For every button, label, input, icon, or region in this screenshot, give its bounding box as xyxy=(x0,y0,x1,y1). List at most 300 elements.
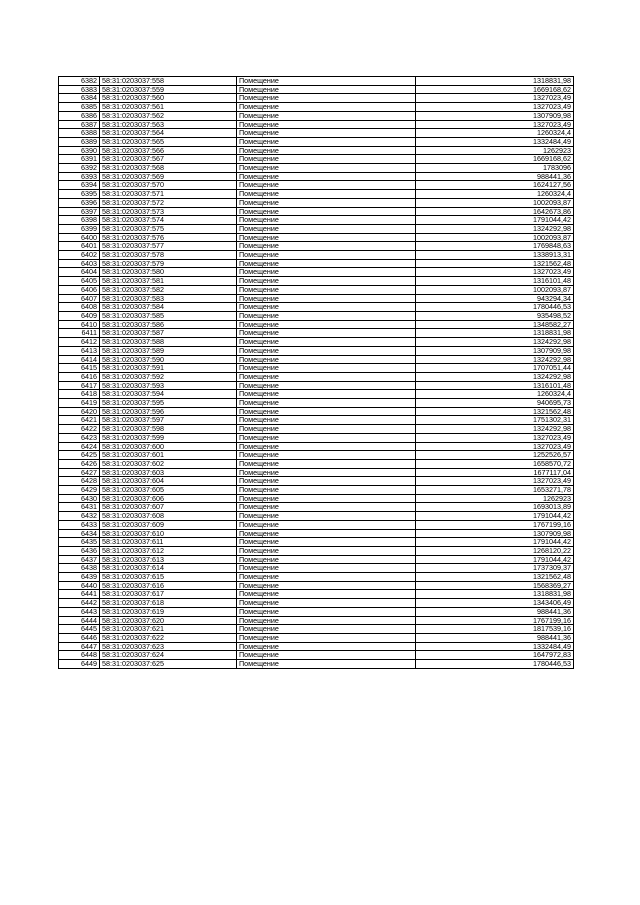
row-number-cell: 6415 xyxy=(59,364,100,373)
table-row xyxy=(59,634,574,643)
row-number-cell: 6388 xyxy=(59,129,100,138)
cadastral-value-cell: 1324292,98 xyxy=(416,372,574,381)
table-row xyxy=(59,111,574,120)
table-row xyxy=(59,407,574,416)
cadastral-value-cell: 1817539,16 xyxy=(416,625,574,634)
row-number-cell: 6412 xyxy=(59,338,100,347)
row-number-cell: 6429 xyxy=(59,486,100,495)
object-type-cell: Помещение xyxy=(237,294,416,303)
cadastral-number-cell: 58:31:0203037:566 xyxy=(100,146,237,155)
cadastral-value-cell: 1780446,53 xyxy=(416,660,574,669)
object-type-cell: Помещение xyxy=(237,607,416,616)
object-type-cell: Помещение xyxy=(237,433,416,442)
row-number-cell: 6428 xyxy=(59,477,100,486)
cadastral-number-cell: 58:31:0203037:608 xyxy=(100,512,237,521)
object-type-cell: Помещение xyxy=(237,111,416,120)
cadastral-value-cell: 1324292,98 xyxy=(416,355,574,364)
object-type-cell: Помещение xyxy=(237,338,416,347)
table-row xyxy=(59,224,574,233)
table-row xyxy=(59,390,574,399)
object-type-cell: Помещение xyxy=(237,137,416,146)
cadastral-value-cell: 1316101,48 xyxy=(416,381,574,390)
cadastral-number-cell: 58:31:0203037:587 xyxy=(100,329,237,338)
cadastral-value-cell: 1307909,98 xyxy=(416,111,574,120)
table-row xyxy=(59,172,574,181)
row-number-cell: 6446 xyxy=(59,634,100,643)
table-row xyxy=(59,251,574,260)
cadastral-number-cell: 58:31:0203037:590 xyxy=(100,355,237,364)
object-type-cell: Помещение xyxy=(237,242,416,251)
row-number-cell: 6391 xyxy=(59,155,100,164)
cadastral-value-cell: 1262923 xyxy=(416,494,574,503)
row-number-cell: 6396 xyxy=(59,198,100,207)
row-number-cell: 6385 xyxy=(59,103,100,112)
table-row xyxy=(59,573,574,582)
cadastral-value-cell: 1693013,89 xyxy=(416,503,574,512)
row-number-cell: 6393 xyxy=(59,172,100,181)
cadastral-value-cell: 1707051,44 xyxy=(416,364,574,373)
cadastral-value-cell: 988441,36 xyxy=(416,634,574,643)
data-table xyxy=(58,76,574,669)
row-number-cell: 6414 xyxy=(59,355,100,364)
object-type-cell: Помещение xyxy=(237,407,416,416)
row-number-cell: 6441 xyxy=(59,590,100,599)
object-type-cell: Помещение xyxy=(237,277,416,286)
object-type-cell: Помещение xyxy=(237,190,416,199)
cadastral-number-cell: 58:31:0203037:594 xyxy=(100,390,237,399)
table-row xyxy=(59,198,574,207)
object-type-cell: Помещение xyxy=(237,129,416,138)
object-type-cell: Помещение xyxy=(237,442,416,451)
cadastral-number-cell: 58:31:0203037:571 xyxy=(100,190,237,199)
cadastral-value-cell: 1568369,27 xyxy=(416,581,574,590)
object-type-cell: Помещение xyxy=(237,94,416,103)
cadastral-number-cell: 58:31:0203037:615 xyxy=(100,573,237,582)
table-row xyxy=(59,137,574,146)
table-row xyxy=(59,381,574,390)
object-type-cell: Помещение xyxy=(237,634,416,643)
table-row xyxy=(59,581,574,590)
cadastral-value-cell: 988441,36 xyxy=(416,172,574,181)
row-number-cell: 6395 xyxy=(59,190,100,199)
object-type-cell: Помещение xyxy=(237,172,416,181)
object-type-cell: Помещение xyxy=(237,216,416,225)
cadastral-number-cell: 58:31:0203037:593 xyxy=(100,381,237,390)
table-row xyxy=(59,546,574,555)
row-number-cell: 6427 xyxy=(59,468,100,477)
row-number-cell: 6421 xyxy=(59,416,100,425)
object-type-cell: Помещение xyxy=(237,233,416,242)
row-number-cell: 6445 xyxy=(59,625,100,634)
table-row xyxy=(59,616,574,625)
cadastral-value-cell: 1332484,49 xyxy=(416,642,574,651)
row-number-cell: 6384 xyxy=(59,94,100,103)
cadastral-value-cell: 1318831,98 xyxy=(416,77,574,86)
table-row xyxy=(59,642,574,651)
table-row xyxy=(59,355,574,364)
row-number-cell: 6419 xyxy=(59,399,100,408)
table-row xyxy=(59,372,574,381)
cadastral-number-cell: 58:31:0203037:601 xyxy=(100,451,237,460)
row-number-cell: 6425 xyxy=(59,451,100,460)
cadastral-value-cell: 1260324,4 xyxy=(416,390,574,399)
table-row xyxy=(59,242,574,251)
row-number-cell: 6444 xyxy=(59,616,100,625)
table-row xyxy=(59,442,574,451)
cadastral-number-cell: 58:31:0203037:617 xyxy=(100,590,237,599)
table-row xyxy=(59,338,574,347)
row-number-cell: 6406 xyxy=(59,285,100,294)
cadastral-value-cell: 1737309,37 xyxy=(416,564,574,573)
table-row xyxy=(59,233,574,242)
row-number-cell: 6389 xyxy=(59,137,100,146)
table-row xyxy=(59,590,574,599)
cadastral-value-cell: 1658570,72 xyxy=(416,459,574,468)
row-number-cell: 6387 xyxy=(59,120,100,129)
object-type-cell: Помещение xyxy=(237,425,416,434)
table-row xyxy=(59,416,574,425)
cadastral-number-cell: 58:31:0203037:609 xyxy=(100,520,237,529)
table-row xyxy=(59,520,574,529)
row-number-cell: 6437 xyxy=(59,555,100,564)
table-row xyxy=(59,425,574,434)
object-type-cell: Помещение xyxy=(237,520,416,529)
row-number-cell: 6420 xyxy=(59,407,100,416)
row-number-cell: 6448 xyxy=(59,651,100,660)
cadastral-value-cell: 1332484,49 xyxy=(416,137,574,146)
cadastral-number-cell: 58:31:0203037:619 xyxy=(100,607,237,616)
object-type-cell: Помещение xyxy=(237,103,416,112)
object-type-cell: Помещение xyxy=(237,642,416,651)
cadastral-number-cell: 58:31:0203037:605 xyxy=(100,486,237,495)
table-row xyxy=(59,207,574,216)
table-row xyxy=(59,164,574,173)
table-row xyxy=(59,329,574,338)
table-row xyxy=(59,259,574,268)
cadastral-value-cell: 1791044,42 xyxy=(416,512,574,521)
row-number-cell: 6417 xyxy=(59,381,100,390)
object-type-cell: Помещение xyxy=(237,477,416,486)
object-type-cell: Помещение xyxy=(237,120,416,129)
table-row xyxy=(59,538,574,547)
cadastral-value-cell: 1324292,98 xyxy=(416,425,574,434)
row-number-cell: 6447 xyxy=(59,642,100,651)
cadastral-value-cell: 1327023,49 xyxy=(416,103,574,112)
cadastral-number-cell: 58:31:0203037:570 xyxy=(100,181,237,190)
cadastral-number-cell: 58:31:0203037:603 xyxy=(100,468,237,477)
cadastral-number-cell: 58:31:0203037:606 xyxy=(100,494,237,503)
cadastral-number-cell: 58:31:0203037:569 xyxy=(100,172,237,181)
table-row xyxy=(59,146,574,155)
object-type-cell: Помещение xyxy=(237,494,416,503)
cadastral-value-cell: 1767199,16 xyxy=(416,520,574,529)
table-row xyxy=(59,129,574,138)
cadastral-value-cell: 1783096 xyxy=(416,164,574,173)
cadastral-value-cell: 1316101,48 xyxy=(416,277,574,286)
row-number-cell: 6418 xyxy=(59,390,100,399)
cadastral-number-cell: 58:31:0203037:588 xyxy=(100,338,237,347)
cadastral-value-cell: 1327023,49 xyxy=(416,120,574,129)
object-type-cell: Помещение xyxy=(237,451,416,460)
row-number-cell: 6383 xyxy=(59,85,100,94)
cadastral-number-cell: 58:31:0203037:576 xyxy=(100,233,237,242)
object-type-cell: Помещение xyxy=(237,320,416,329)
row-number-cell: 6424 xyxy=(59,442,100,451)
cadastral-number-cell: 58:31:0203037:580 xyxy=(100,268,237,277)
object-type-cell: Помещение xyxy=(237,181,416,190)
row-number-cell: 6400 xyxy=(59,233,100,242)
object-type-cell: Помещение xyxy=(237,146,416,155)
cadastral-number-cell: 58:31:0203037:568 xyxy=(100,164,237,173)
object-type-cell: Помещение xyxy=(237,512,416,521)
cadastral-number-cell: 58:31:0203037:581 xyxy=(100,277,237,286)
cadastral-number-cell: 58:31:0203037:625 xyxy=(100,660,237,669)
cadastral-number-cell: 58:31:0203037:624 xyxy=(100,651,237,660)
cadastral-number-cell: 58:31:0203037:620 xyxy=(100,616,237,625)
table-row xyxy=(59,85,574,94)
cadastral-number-cell: 58:31:0203037:610 xyxy=(100,529,237,538)
cadastral-value-cell: 1751302,31 xyxy=(416,416,574,425)
cadastral-number-cell: 58:31:0203037:582 xyxy=(100,285,237,294)
cadastral-value-cell: 1338913,31 xyxy=(416,251,574,260)
object-type-cell: Помещение xyxy=(237,251,416,260)
cadastral-number-cell: 58:31:0203037:583 xyxy=(100,294,237,303)
cadastral-value-cell: 1769848,63 xyxy=(416,242,574,251)
row-number-cell: 6436 xyxy=(59,546,100,555)
cadastral-number-cell: 58:31:0203037:572 xyxy=(100,198,237,207)
cadastral-value-cell: 1791044,42 xyxy=(416,216,574,225)
object-type-cell: Помещение xyxy=(237,355,416,364)
object-type-cell: Помещение xyxy=(237,198,416,207)
table-row xyxy=(59,181,574,190)
table-row xyxy=(59,660,574,669)
row-number-cell: 6435 xyxy=(59,538,100,547)
row-number-cell: 6386 xyxy=(59,111,100,120)
cadastral-number-cell: 58:31:0203037:563 xyxy=(100,120,237,129)
row-number-cell: 6409 xyxy=(59,311,100,320)
table-row xyxy=(59,294,574,303)
cadastral-value-cell: 1624127,56 xyxy=(416,181,574,190)
cadastral-number-cell: 58:31:0203037:573 xyxy=(100,207,237,216)
table-row xyxy=(59,399,574,408)
row-number-cell: 6442 xyxy=(59,599,100,608)
cadastral-value-cell: 1002093,87 xyxy=(416,285,574,294)
row-number-cell: 6438 xyxy=(59,564,100,573)
row-number-cell: 6411 xyxy=(59,329,100,338)
cadastral-value-cell: 1780446,53 xyxy=(416,303,574,312)
cadastral-number-cell: 58:31:0203037:558 xyxy=(100,77,237,86)
object-type-cell: Помещение xyxy=(237,538,416,547)
cadastral-number-cell: 58:31:0203037:598 xyxy=(100,425,237,434)
table-row xyxy=(59,433,574,442)
table-row xyxy=(59,216,574,225)
row-number-cell: 6399 xyxy=(59,224,100,233)
cadastral-value-cell: 1767199,16 xyxy=(416,616,574,625)
row-number-cell: 6440 xyxy=(59,581,100,590)
table-row xyxy=(59,311,574,320)
cadastral-number-cell: 58:31:0203037:621 xyxy=(100,625,237,634)
cadastral-value-cell: 1318831,98 xyxy=(416,329,574,338)
cadastral-number-cell: 58:31:0203037:602 xyxy=(100,459,237,468)
row-number-cell: 6382 xyxy=(59,77,100,86)
cadastral-number-cell: 58:31:0203037:579 xyxy=(100,259,237,268)
cadastral-value-cell: 1324292,98 xyxy=(416,338,574,347)
cadastral-value-cell: 1324292,98 xyxy=(416,224,574,233)
object-type-cell: Помещение xyxy=(237,616,416,625)
object-type-cell: Помещение xyxy=(237,625,416,634)
table-row xyxy=(59,512,574,521)
object-type-cell: Помещение xyxy=(237,581,416,590)
cadastral-number-cell: 58:31:0203037:604 xyxy=(100,477,237,486)
cadastral-number-cell: 58:31:0203037:565 xyxy=(100,137,237,146)
cadastral-number-cell: 58:31:0203037:564 xyxy=(100,129,237,138)
cadastral-value-cell: 1669168,62 xyxy=(416,155,574,164)
table-row xyxy=(59,625,574,634)
object-type-cell: Помещение xyxy=(237,590,416,599)
object-type-cell: Помещение xyxy=(237,346,416,355)
row-number-cell: 6410 xyxy=(59,320,100,329)
object-type-cell: Помещение xyxy=(237,381,416,390)
table-row xyxy=(59,77,574,86)
table-row xyxy=(59,120,574,129)
row-number-cell: 6397 xyxy=(59,207,100,216)
cadastral-value-cell: 1002093,87 xyxy=(416,233,574,242)
row-number-cell: 6405 xyxy=(59,277,100,286)
cadastral-number-cell: 58:31:0203037:611 xyxy=(100,538,237,547)
table-row xyxy=(59,190,574,199)
cadastral-value-cell: 1260324,4 xyxy=(416,129,574,138)
row-number-cell: 6430 xyxy=(59,494,100,503)
row-number-cell: 6413 xyxy=(59,346,100,355)
table-row xyxy=(59,468,574,477)
cadastral-value-cell: 1791044,42 xyxy=(416,538,574,547)
cadastral-number-cell: 58:31:0203037:623 xyxy=(100,642,237,651)
cadastral-value-cell: 1647972,83 xyxy=(416,651,574,660)
object-type-cell: Помещение xyxy=(237,311,416,320)
object-type-cell: Помещение xyxy=(237,390,416,399)
table-body xyxy=(59,77,574,669)
cadastral-value-cell: 1002093,87 xyxy=(416,198,574,207)
object-type-cell: Помещение xyxy=(237,486,416,495)
row-number-cell: 6434 xyxy=(59,529,100,538)
table-row xyxy=(59,94,574,103)
cadastral-value-cell: 1791044,42 xyxy=(416,555,574,564)
cadastral-number-cell: 58:31:0203037:622 xyxy=(100,634,237,643)
object-type-cell: Помещение xyxy=(237,651,416,660)
row-number-cell: 6431 xyxy=(59,503,100,512)
object-type-cell: Помещение xyxy=(237,599,416,608)
cadastral-number-cell: 58:31:0203037:577 xyxy=(100,242,237,251)
cadastral-value-cell: 988441,36 xyxy=(416,607,574,616)
cadastral-value-cell: 1677117,04 xyxy=(416,468,574,477)
cadastral-value-cell: 1252526,57 xyxy=(416,451,574,460)
cadastral-number-cell: 58:31:0203037:592 xyxy=(100,372,237,381)
row-number-cell: 6423 xyxy=(59,433,100,442)
object-type-cell: Помещение xyxy=(237,555,416,564)
row-number-cell: 6449 xyxy=(59,660,100,669)
table-row xyxy=(59,277,574,286)
object-type-cell: Помещение xyxy=(237,503,416,512)
row-number-cell: 6398 xyxy=(59,216,100,225)
cadastral-number-cell: 58:31:0203037:562 xyxy=(100,111,237,120)
cadastral-number-cell: 58:31:0203037:575 xyxy=(100,224,237,233)
cadastral-number-cell: 58:31:0203037:607 xyxy=(100,503,237,512)
object-type-cell: Помещение xyxy=(237,399,416,408)
table-row xyxy=(59,555,574,564)
cadastral-number-cell: 58:31:0203037:597 xyxy=(100,416,237,425)
object-type-cell: Помещение xyxy=(237,303,416,312)
cadastral-number-cell: 58:31:0203037:574 xyxy=(100,216,237,225)
cadastral-number-cell: 58:31:0203037:584 xyxy=(100,303,237,312)
cadastral-value-cell: 1321562,48 xyxy=(416,407,574,416)
table-row xyxy=(59,486,574,495)
cadastral-number-cell: 58:31:0203037:599 xyxy=(100,433,237,442)
table-row xyxy=(59,529,574,538)
cadastral-number-cell: 58:31:0203037:589 xyxy=(100,346,237,355)
row-number-cell: 6407 xyxy=(59,294,100,303)
object-type-cell: Помещение xyxy=(237,459,416,468)
row-number-cell: 6433 xyxy=(59,520,100,529)
cadastral-number-cell: 58:31:0203037:596 xyxy=(100,407,237,416)
cadastral-number-cell: 58:31:0203037:612 xyxy=(100,546,237,555)
cadastral-number-cell: 58:31:0203037:578 xyxy=(100,251,237,260)
object-type-cell: Помещение xyxy=(237,529,416,538)
cadastral-number-cell: 58:31:0203037:613 xyxy=(100,555,237,564)
table-row xyxy=(59,451,574,460)
cadastral-value-cell: 1307909,98 xyxy=(416,529,574,538)
object-type-cell: Помещение xyxy=(237,564,416,573)
cadastral-value-cell: 1321562,48 xyxy=(416,259,574,268)
cadastral-number-cell: 58:31:0203037:618 xyxy=(100,599,237,608)
object-type-cell: Помещение xyxy=(237,285,416,294)
cadastral-value-cell: 1327023,49 xyxy=(416,94,574,103)
table-row xyxy=(59,285,574,294)
cadastral-value-cell: 1343406,49 xyxy=(416,599,574,608)
cadastral-value-cell: 1327023,49 xyxy=(416,442,574,451)
cadastral-value-cell: 1653271,78 xyxy=(416,486,574,495)
cadastral-number-cell: 58:31:0203037:585 xyxy=(100,311,237,320)
object-type-cell: Помещение xyxy=(237,77,416,86)
object-type-cell: Помещение xyxy=(237,224,416,233)
object-type-cell: Помещение xyxy=(237,660,416,669)
table-row xyxy=(59,320,574,329)
cadastral-number-cell: 58:31:0203037:595 xyxy=(100,399,237,408)
cadastral-value-cell: 1268120,22 xyxy=(416,546,574,555)
cadastral-value-cell: 1307909,98 xyxy=(416,346,574,355)
cadastral-value-cell: 1327023,49 xyxy=(416,268,574,277)
row-number-cell: 6408 xyxy=(59,303,100,312)
cadastral-value-cell: 1321562,48 xyxy=(416,573,574,582)
row-number-cell: 6402 xyxy=(59,251,100,260)
cadastral-value-cell: 935498,52 xyxy=(416,311,574,320)
cadastral-number-cell: 58:31:0203037:591 xyxy=(100,364,237,373)
cadastral-number-cell: 58:31:0203037:561 xyxy=(100,103,237,112)
row-number-cell: 6392 xyxy=(59,164,100,173)
object-type-cell: Помещение xyxy=(237,164,416,173)
row-number-cell: 6426 xyxy=(59,459,100,468)
table-row xyxy=(59,599,574,608)
cadastral-value-cell: 1262923 xyxy=(416,146,574,155)
object-type-cell: Помещение xyxy=(237,155,416,164)
table-row xyxy=(59,268,574,277)
table-row xyxy=(59,503,574,512)
cadastral-value-cell: 1669168,62 xyxy=(416,85,574,94)
table-row xyxy=(59,651,574,660)
row-number-cell: 6432 xyxy=(59,512,100,521)
cadastral-value-cell: 1260324,4 xyxy=(416,190,574,199)
object-type-cell: Помещение xyxy=(237,85,416,94)
row-number-cell: 6390 xyxy=(59,146,100,155)
